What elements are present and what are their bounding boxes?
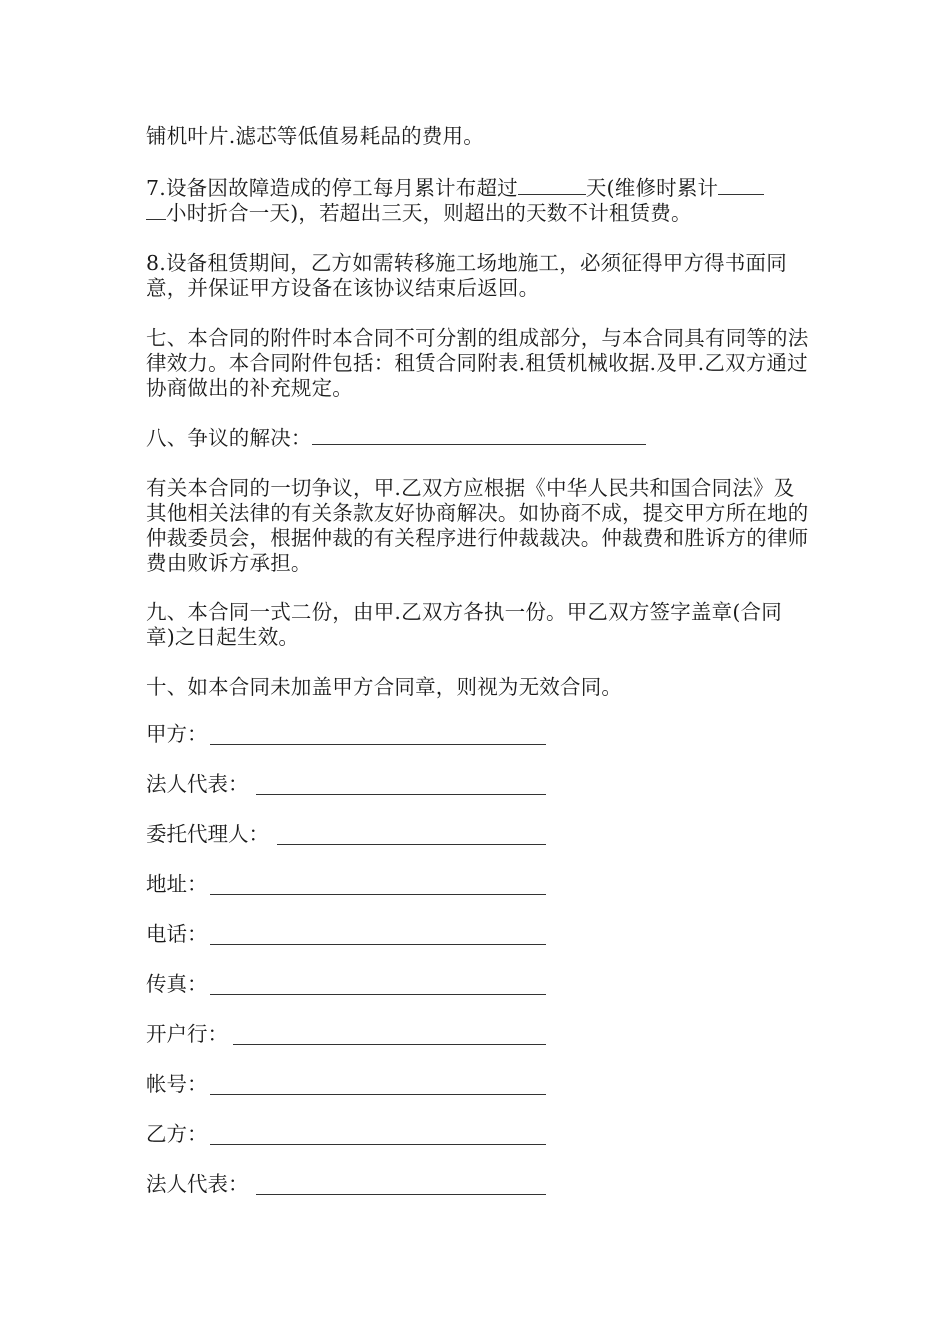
paragraph-section-8 xyxy=(146,426,810,451)
field-line xyxy=(277,844,546,845)
clause-7-text-a: 7.设备因故障造成的停工每月累计布超过 xyxy=(146,176,518,200)
paragraph-clause-8: 8.设备租赁期间，乙方如需转移施工场地施工，必须征得甲方得书面同意，并保证甲方设备在该协议结束后返回。 xyxy=(146,251,787,300)
field-label: 委托代理人： xyxy=(146,822,269,846)
field-label: 乙方： xyxy=(146,1122,208,1146)
field-legal-rep-b xyxy=(146,1172,249,1197)
field-label: 甲方： xyxy=(146,722,208,746)
section-8-heading: 八、争议的解决： xyxy=(146,426,312,450)
field-agent xyxy=(146,822,269,847)
paragraph-section-10: 十、如本合同未加盖甲方合同章，则视为无效合同。 xyxy=(146,675,623,699)
field-line xyxy=(210,894,546,895)
field-line xyxy=(233,1044,546,1045)
field-fax xyxy=(146,972,208,997)
blank-hours-b xyxy=(146,201,166,220)
field-bank xyxy=(146,1022,228,1047)
blank-hours-a xyxy=(718,176,764,195)
field-label: 电话： xyxy=(146,922,208,946)
field-phone xyxy=(146,922,208,947)
field-address xyxy=(146,872,208,897)
field-label: 传真： xyxy=(146,972,208,996)
field-label: 地址： xyxy=(146,872,208,896)
field-label: 开户行： xyxy=(146,1022,228,1046)
paragraph-consumables: 铺机叶片.滤芯等低值易耗品的费用。 xyxy=(146,124,484,148)
field-line xyxy=(210,944,546,945)
field-legal-rep-a xyxy=(146,772,249,797)
blank-days xyxy=(518,176,586,195)
field-line xyxy=(210,1144,546,1145)
field-line xyxy=(210,994,546,995)
paragraph-section-9: 九、本合同一式二份，由甲.乙双方各执一份。甲乙双方签字盖章(合同章)之日起生效。 xyxy=(146,600,782,649)
field-account xyxy=(146,1072,208,1097)
paragraph-dispute-detail: 有关本合同的一切争议，甲.乙双方应根据《中华人民共和国合同法》及其他相关法律的有关条款友好协商解决。如协商不成，提交甲方所在地的仲裁委员会，根据仲裁的有关程序进行仲裁裁决。仲裁费和胜诉方的律师费由败诉方承担。 xyxy=(146,476,809,575)
field-line xyxy=(256,1194,546,1195)
blank-dispute xyxy=(312,426,646,445)
paragraph-section-7: 七、本合同的附件时本合同不可分割的组成部分，与本合同具有同等的法律效力。本合同附件包括：租赁合同附表.租赁机械收据.及甲.乙双方通过协商做出的补充规定。 xyxy=(146,326,809,400)
clause-7-text-b: 天(维修时累计 xyxy=(585,176,719,200)
clause-7-text-c: 小时折合一天)，若超出三天，则超出的天数不计租赁费。 xyxy=(166,201,692,225)
field-line xyxy=(256,794,546,795)
field-line xyxy=(210,744,546,745)
field-party-a xyxy=(146,722,208,747)
field-line xyxy=(210,1094,546,1095)
field-party-b xyxy=(146,1122,208,1147)
field-label: 法人代表： xyxy=(146,772,249,796)
field-label: 帐号： xyxy=(146,1072,208,1096)
field-label: 法人代表： xyxy=(146,1172,249,1196)
paragraph-clause-7 xyxy=(146,176,810,226)
